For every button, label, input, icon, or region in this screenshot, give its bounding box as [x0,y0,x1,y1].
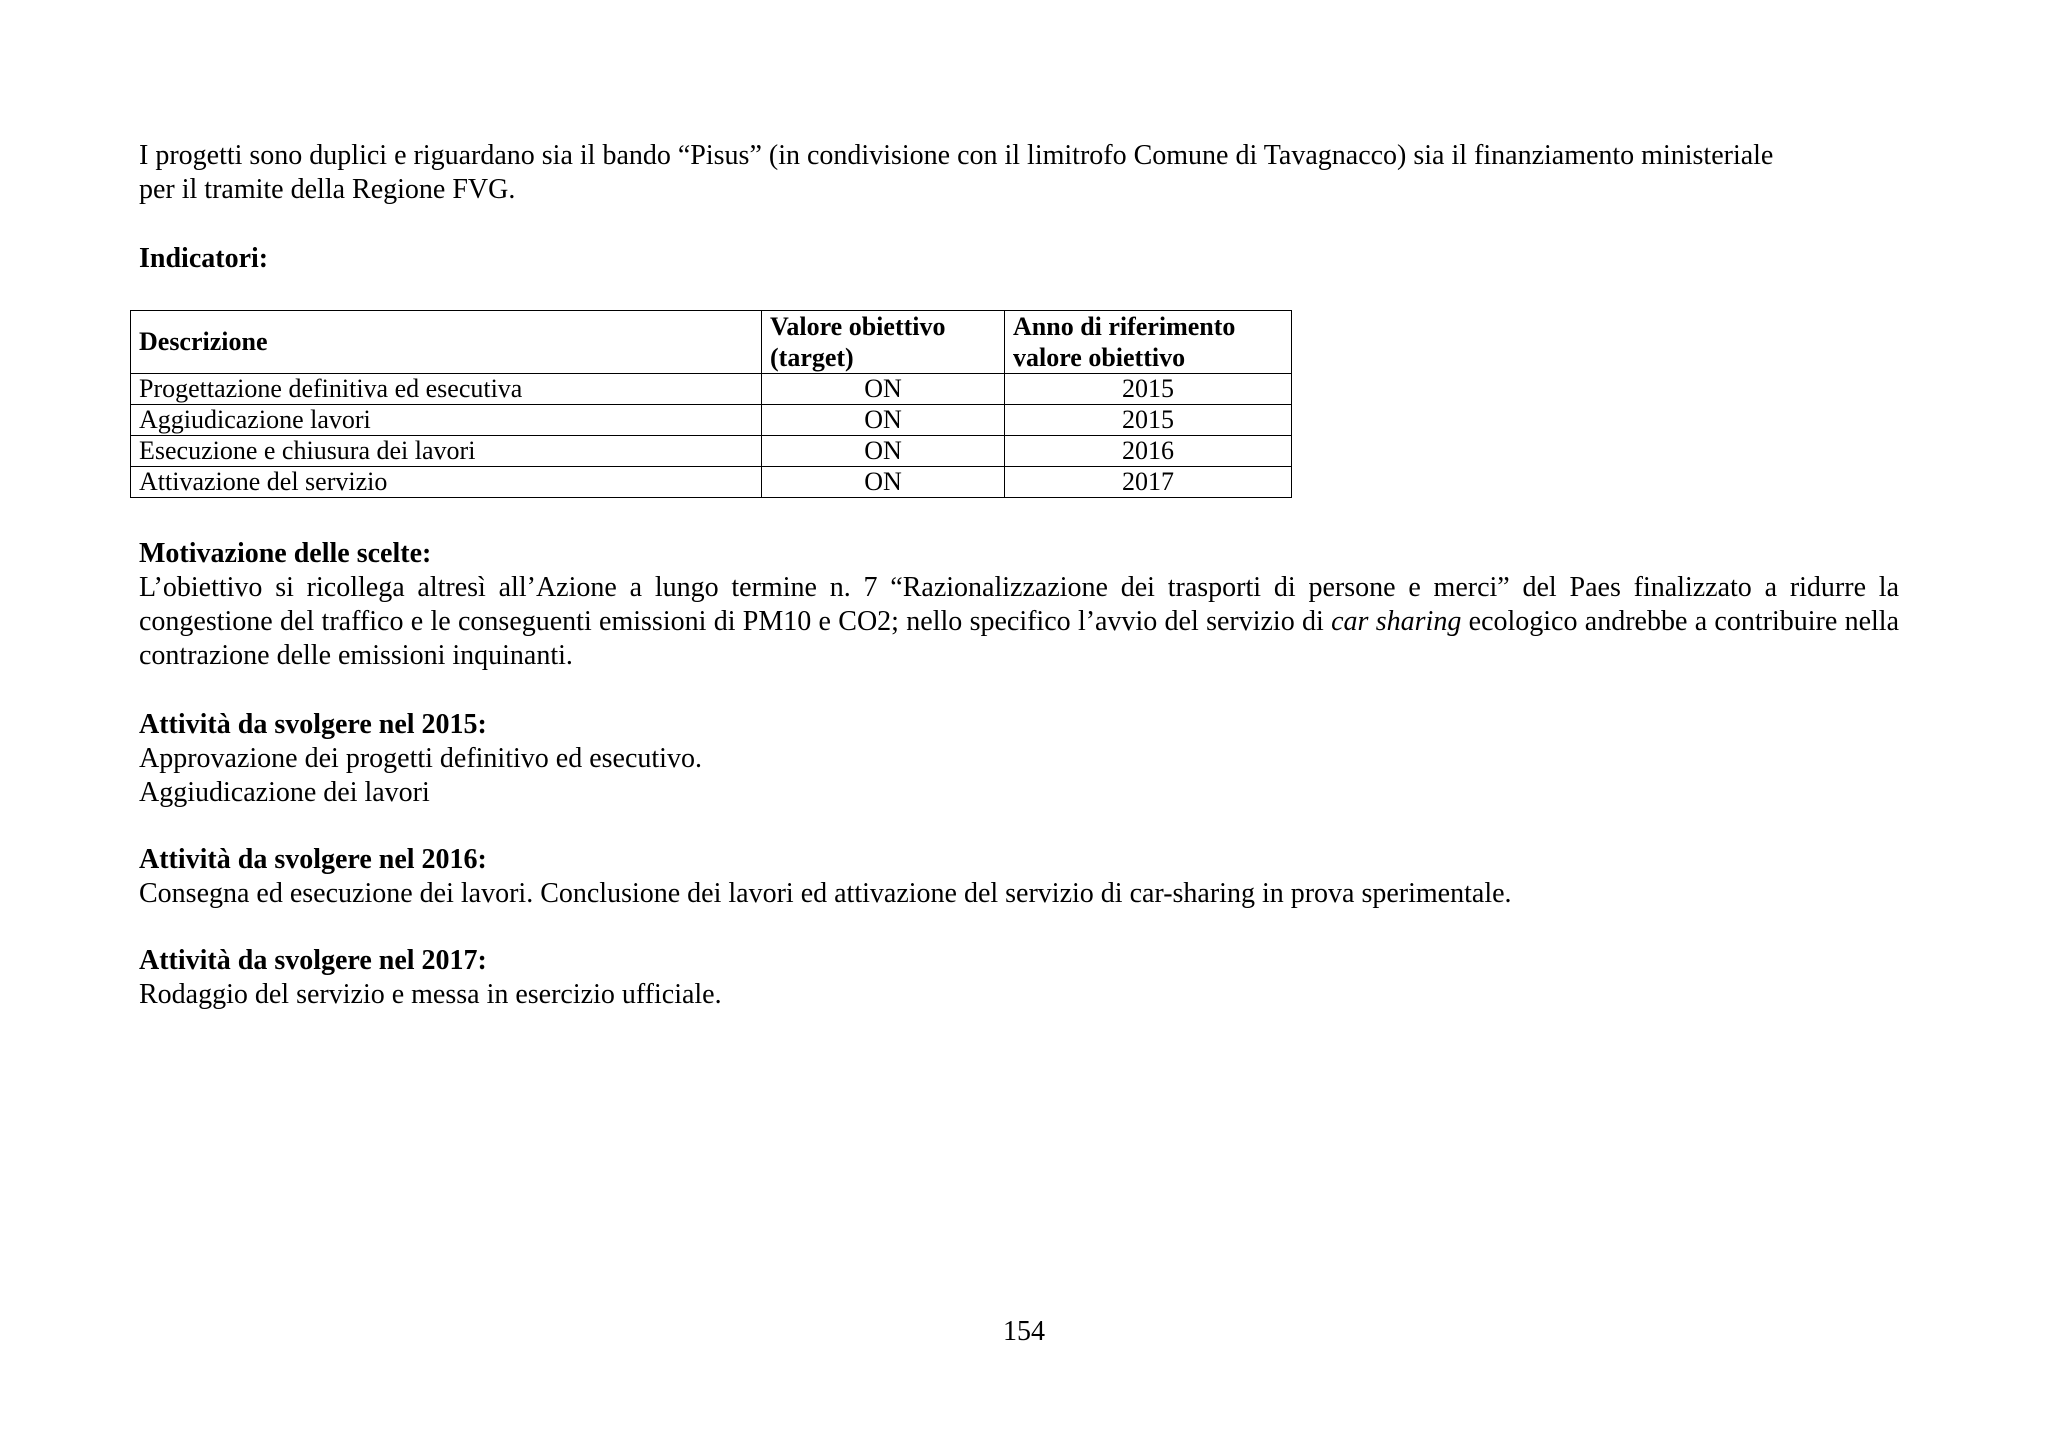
table-row [131,374,1292,405]
indicators-heading: Indicatori: [139,243,269,274]
table-row [131,467,1292,498]
motivation-text-part-2: ecologico andrebbe a contribuire nella contrazione delle emissioni inquinanti. [139,606,1899,671]
row-year: 2015 [1005,405,1292,436]
header-year-line-2: valore obiettivo [1013,343,1186,372]
row-year: 2017 [1005,467,1292,498]
header-year [1005,311,1292,374]
row-target: ON [762,436,1005,467]
activities-2016-heading: Attività da svolgere nel 2016: [139,844,487,875]
activities-2015-section [139,708,1899,810]
motivation-heading: Motivazione delle scelte: [139,538,432,569]
row-year: 2016 [1005,436,1292,467]
activities-2015-line-2: Aggiudicazione dei lavori [139,777,430,808]
motivation-text-part-1: L’obiettivo si ricollega altresì all’Azione a lungo termine n. 7 “Razionalizzazione dei trasporti di persone e merci” del Paes finalizzato a ridurre la congestione del traffico e le conseguenti emissioni di PM10 e CO2; nello specifico l’avvio del servizio di [139,572,1899,637]
row-description: Progettazione definitiva ed esecutiva [131,374,762,405]
motivation-text [139,571,1899,673]
motivation-text-italic: car sharing [1331,606,1462,637]
row-description: Esecuzione e chiusura dei lavori [131,436,762,467]
row-target: ON [762,374,1005,405]
activities-2016-section [139,843,1899,911]
header-target-line-2: (target) [770,343,854,372]
indicators-table [130,310,1292,498]
row-description: Attivazione del servizio [131,467,762,498]
activities-2017-line-1: Rodaggio del servizio e messa in esercizio ufficiale. [139,979,722,1010]
table-row [131,405,1292,436]
page-number: 154 [1003,1316,1045,1347]
row-description: Aggiudicazione lavori [131,405,762,436]
header-description: Descrizione [131,311,762,374]
activities-2015-heading: Attività da svolgere nel 2015: [139,709,487,740]
row-target: ON [762,467,1005,498]
activities-2015-line-1: Approvazione dei progetti definitivo ed esecutivo. [139,743,702,774]
intro-line-1: I progetti sono duplici e riguardano sia il bando “Pisus” (in condivisione con il limitrofo Comune di Tavagnacco) sia il finanziamento ministeriale [139,140,1774,171]
header-target-line-1: Valore obiettivo [770,312,946,341]
row-target: ON [762,405,1005,436]
header-target [762,311,1005,374]
intro-line-2: per il tramite della Regione FVG. [139,174,516,205]
motivation-section [139,537,1899,673]
activities-2017-heading: Attività da svolgere nel 2017: [139,945,487,976]
row-year: 2015 [1005,374,1292,405]
header-year-line-1: Anno di riferimento [1013,312,1236,341]
intro-paragraph [139,139,1899,207]
activities-2016-line-1: Consegna ed esecuzione dei lavori. Conclusione dei lavori ed attivazione del servizio di car-sharing in prova sperimentale. [139,878,1512,909]
activities-2017-section [139,944,1899,1012]
table-header-row [131,311,1292,374]
table-row [131,436,1292,467]
